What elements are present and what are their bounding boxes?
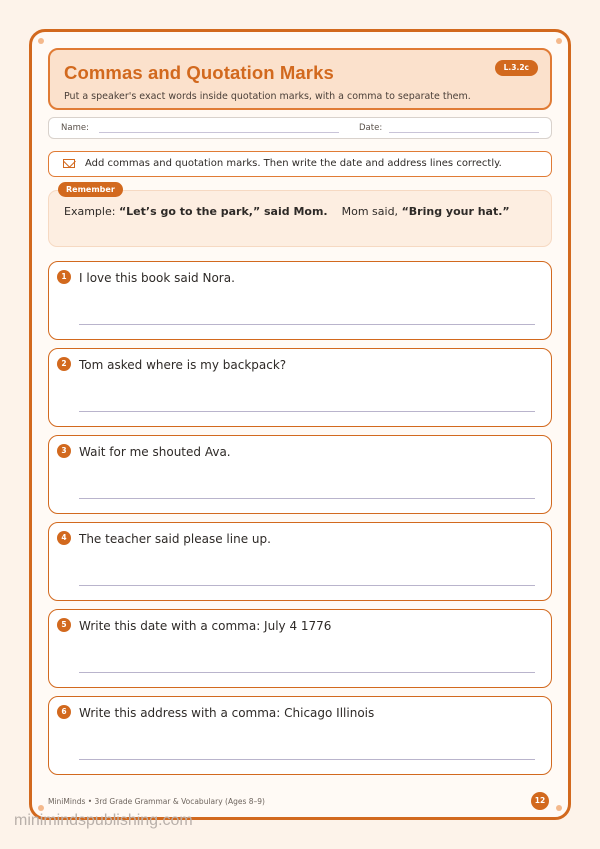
page-title: Commas and Quotation Marks xyxy=(64,62,334,83)
example-quote-2: “Bring your hat.” xyxy=(401,205,510,218)
question-number: 5 xyxy=(57,618,71,632)
example-prefix-2: Mom said, xyxy=(341,205,399,218)
instructions-text: Add commas and quotation marks. Then write the date and address lines correctly. xyxy=(85,158,502,169)
question-card xyxy=(48,261,552,340)
question-text: Tom asked where is my backpack? xyxy=(79,358,287,372)
question-card xyxy=(48,609,552,688)
question-text: Write this date with a comma: July 4 1776 xyxy=(79,619,332,633)
remember-badge: Remember xyxy=(58,182,123,197)
standard-code-badge: L.3.2c xyxy=(495,60,538,76)
page-subtitle: Put a speaker's exact words inside quotation marks, with a comma to separate them. xyxy=(64,91,471,102)
answer-line[interactable] xyxy=(79,498,535,500)
question-number: 1 xyxy=(57,270,71,284)
answer-line[interactable] xyxy=(79,324,535,326)
name-field[interactable] xyxy=(99,132,339,133)
question-number: 3 xyxy=(57,444,71,458)
name-date-row xyxy=(48,117,552,139)
answer-line[interactable] xyxy=(79,585,535,587)
date-label: Date: xyxy=(359,123,383,133)
corner-dot xyxy=(556,38,562,44)
name-label: Name: xyxy=(61,123,89,133)
envelope-icon xyxy=(63,159,75,168)
question-card xyxy=(48,348,552,427)
worksheet-header xyxy=(48,48,552,110)
page-number-badge: 12 xyxy=(531,792,549,810)
example-label: Example: xyxy=(64,205,116,218)
corner-dot xyxy=(556,805,562,811)
question-card xyxy=(48,435,552,514)
instructions-box xyxy=(48,151,552,177)
question-number: 2 xyxy=(57,357,71,371)
example-quote-1: “Let’s go to the park,” said Mom. xyxy=(118,205,328,218)
remember-box xyxy=(48,190,552,247)
footer-text: MiniMinds • 3rd Grade Grammar & Vocabulary (Ages 8–9) xyxy=(48,797,265,806)
question-number: 4 xyxy=(57,531,71,545)
question-card xyxy=(48,522,552,601)
watermark: minimindspublishing.com xyxy=(14,812,193,829)
example-line xyxy=(64,205,510,218)
question-text: The teacher said please line up. xyxy=(79,532,271,546)
corner-dot xyxy=(38,805,44,811)
question-text: Write this address with a comma: Chicago Illinois xyxy=(79,706,375,720)
corner-dot xyxy=(38,38,44,44)
answer-line[interactable] xyxy=(79,759,535,761)
question-number: 6 xyxy=(57,705,71,719)
answer-line[interactable] xyxy=(79,411,535,413)
question-text: Wait for me shouted Ava. xyxy=(79,445,231,459)
question-card xyxy=(48,696,552,775)
date-field[interactable] xyxy=(389,132,539,133)
question-text: I love this book said Nora. xyxy=(79,271,235,285)
answer-line[interactable] xyxy=(79,672,535,674)
